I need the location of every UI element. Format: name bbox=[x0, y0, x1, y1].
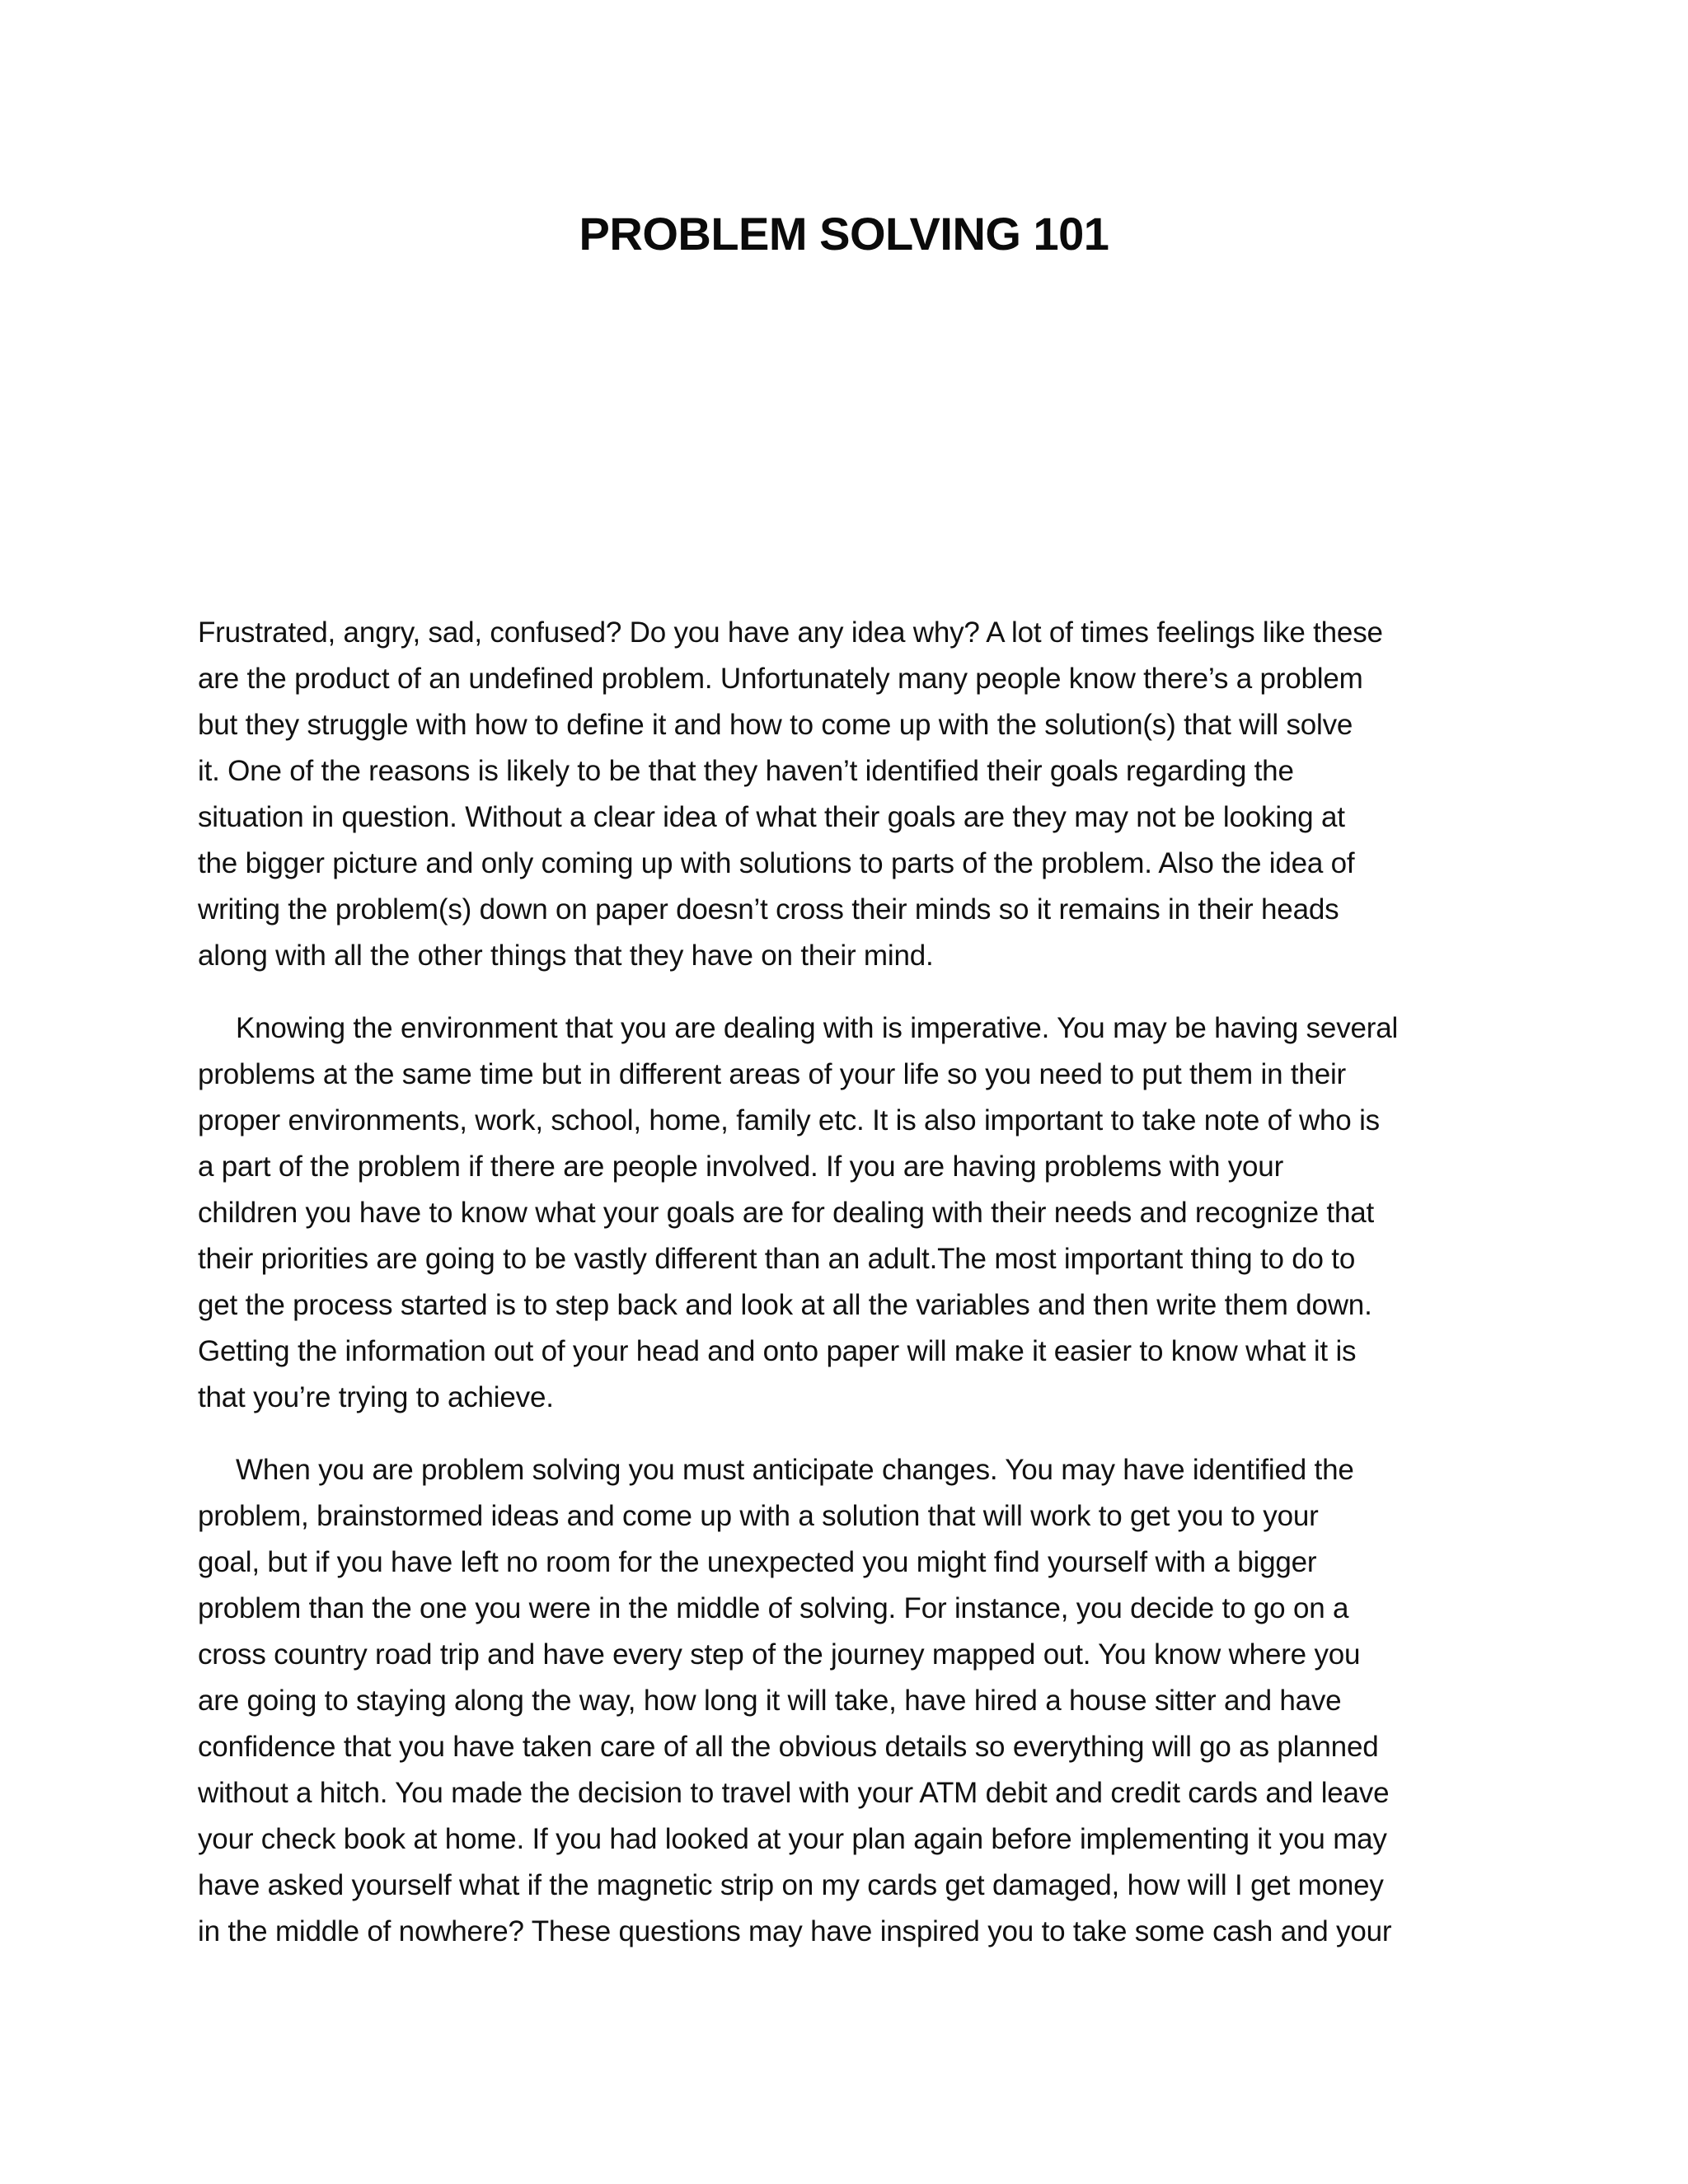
text-line: situation in question. Without a clear idea of what their goals are they may not be looking at bbox=[198, 801, 1345, 833]
text-line: Knowing the environment that you are dealing with is imperative. You may be having several bbox=[236, 1012, 1399, 1044]
text-line: goal, but if you have left no room for the unexpected you might find yourself with a bigger bbox=[198, 1546, 1317, 1578]
text-line: When you are problem solving you must anticipate changes. You may have identified the bbox=[236, 1454, 1354, 1486]
text-line: in the middle of nowhere? These questions may have inspired you to take some cash and your bbox=[198, 1915, 1392, 1947]
text-line: a part of the problem if there are people involved. If you are having problems with your bbox=[198, 1151, 1284, 1183]
text-line: problems at the same time but in different areas of your life so you need to put them in their bbox=[198, 1058, 1346, 1090]
text-line: Getting the information out of your head and onto paper will make it easier to know what it is bbox=[198, 1335, 1357, 1367]
text-line: confidence that you have taken care of all the obvious details so everything will go as planned bbox=[198, 1731, 1379, 1763]
text-line: your check book at home. If you had looked at your plan again before implementing it you may bbox=[198, 1823, 1387, 1855]
paragraph-2 bbox=[198, 1005, 1492, 1421]
document-title: PROBLEM SOLVING 101 bbox=[579, 208, 1109, 260]
text-line: children you have to know what your goals are for dealing with their needs and recognize that bbox=[198, 1197, 1374, 1229]
text-line: without a hitch. You made the decision to travel with your ATM debit and credit cards and leave bbox=[198, 1777, 1390, 1809]
document-body bbox=[198, 610, 1492, 1981]
text-line: get the process started is to step back and look at all the variables and then write them down. bbox=[198, 1289, 1372, 1321]
text-line: but they struggle with how to define it and how to come up with the solution(s) that will solve bbox=[198, 709, 1353, 741]
text-line: that you’re trying to achieve. bbox=[198, 1381, 554, 1413]
text-line: along with all the other things that they have on their mind. bbox=[198, 940, 934, 972]
text-line: proper environments, work, school, home, family etc. It is also important to take note of who is bbox=[198, 1104, 1380, 1137]
text-line: it. One of the reasons is likely to be that they haven’t identified their goals regarding the bbox=[198, 755, 1294, 787]
text-line: problem, brainstormed ideas and come up with a solution that will work to get you to your bbox=[198, 1500, 1319, 1532]
text-line: Frustrated, angry, sad, confused? Do you have any idea why? A lot of times feelings like these bbox=[198, 616, 1383, 649]
text-line: writing the problem(s) down on paper doesn’t cross their minds so it remains in their heads bbox=[198, 893, 1339, 926]
paragraph-1 bbox=[198, 610, 1492, 979]
paragraph-3 bbox=[198, 1447, 1492, 1955]
text-line: are the product of an undefined problem. Unfortunately many people know there’s a problem bbox=[198, 663, 1363, 695]
text-line: their priorities are going to be vastly different than an adult.The most important thing to do to bbox=[198, 1243, 1356, 1275]
text-line: problem than the one you were in the middle of solving. For instance, you decide to go on a bbox=[198, 1592, 1349, 1624]
text-line: have asked yourself what if the magnetic strip on my cards get damaged, how will I get money bbox=[198, 1869, 1384, 1901]
text-line: cross country road trip and have every step of the journey mapped out. You know where you bbox=[198, 1638, 1361, 1671]
text-line: the bigger picture and only coming up with solutions to parts of the problem. Also the idea of bbox=[198, 847, 1355, 879]
text-line: are going to staying along the way, how long it will take, have hired a house sitter and have bbox=[198, 1685, 1342, 1717]
